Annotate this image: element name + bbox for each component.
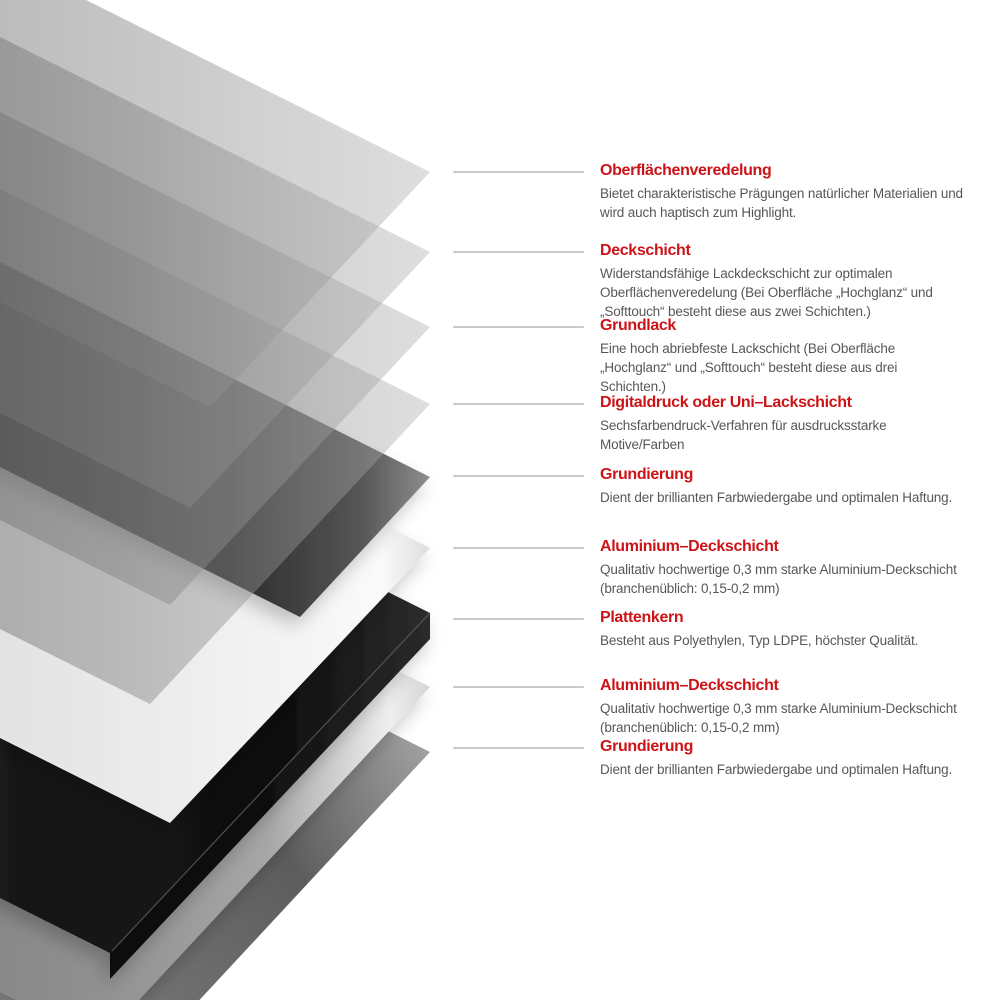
layer-label-grundlack: [453, 316, 913, 396]
layer-label-digitaldruck: [453, 393, 913, 454]
layer-title: Grundierung: [600, 738, 694, 755]
leader-line: [453, 171, 584, 173]
leader-line: [453, 475, 584, 477]
layer-description: Eine hoch abriebfeste Lackschicht (Bei Oberfläche „Hochglanz“ und „Softtouch“ besteht diese aus drei Schichten.): [600, 341, 898, 394]
layer-label-grundierung-bottom: [453, 737, 953, 779]
layer-description: Sechsfarbendruck-Verfahren für ausdrucksstarke Motive/Farben: [600, 418, 887, 452]
layer-description: Widerstandsfähige Lackdeckschicht zur optimalen Oberflächenveredelung (Bei Oberfläche „Hochglanz“ und „Softtouch“ besteht diese aus zwei Schichten.): [600, 266, 933, 319]
layer-title: Plattenkern: [600, 609, 684, 626]
leader-line: [453, 618, 584, 620]
layer-label-aluminium-top: [453, 537, 957, 598]
leader-line: [453, 251, 584, 253]
leader-line: [453, 403, 584, 405]
leader-line: [453, 326, 584, 328]
leader-line: [453, 547, 584, 549]
layer-label-aluminium-bottom: [453, 676, 957, 737]
layer-label-plattenkern: [453, 608, 919, 650]
layer-label-grundierung-top: [453, 465, 953, 507]
layer-label-oberflaechenveredelung: [453, 161, 963, 222]
layer-title: Deckschicht: [600, 242, 691, 259]
layer-description: Besteht aus Polyethylen, Typ LDPE, höchster Qualität.: [600, 633, 919, 648]
layer-title: Digitaldruck oder Uni–Lackschicht: [600, 394, 852, 411]
layer-title: Oberflächenveredelung: [600, 162, 772, 179]
layer-label-deckschicht: [453, 241, 933, 321]
leader-line: [453, 747, 584, 749]
layer-description: Dient der brillianten Farbwiedergabe und optimalen Haftung.: [600, 762, 953, 777]
layer-title: Aluminium–Deckschicht: [600, 538, 779, 555]
layer-title: Aluminium–Deckschicht: [600, 677, 779, 694]
layer-description: Dient der brillianten Farbwiedergabe und optimalen Haftung.: [600, 490, 953, 505]
layer-description: Bietet charakteristische Prägungen natürlicher Materialien und wird auch haptisch zum Highlight.: [600, 186, 963, 220]
layer-description: Qualitativ hochwertige 0,3 mm starke Aluminium-Deckschicht (branchenüblich: 0,15-0,2 mm): [600, 701, 957, 735]
layer-title: Grundierung: [600, 466, 694, 483]
layer-description: Qualitativ hochwertige 0,3 mm starke Aluminium-Deckschicht (branchenüblich: 0,15-0,2 mm): [600, 562, 957, 596]
leader-line: [453, 686, 584, 688]
layer-title: Grundlack: [600, 317, 676, 334]
